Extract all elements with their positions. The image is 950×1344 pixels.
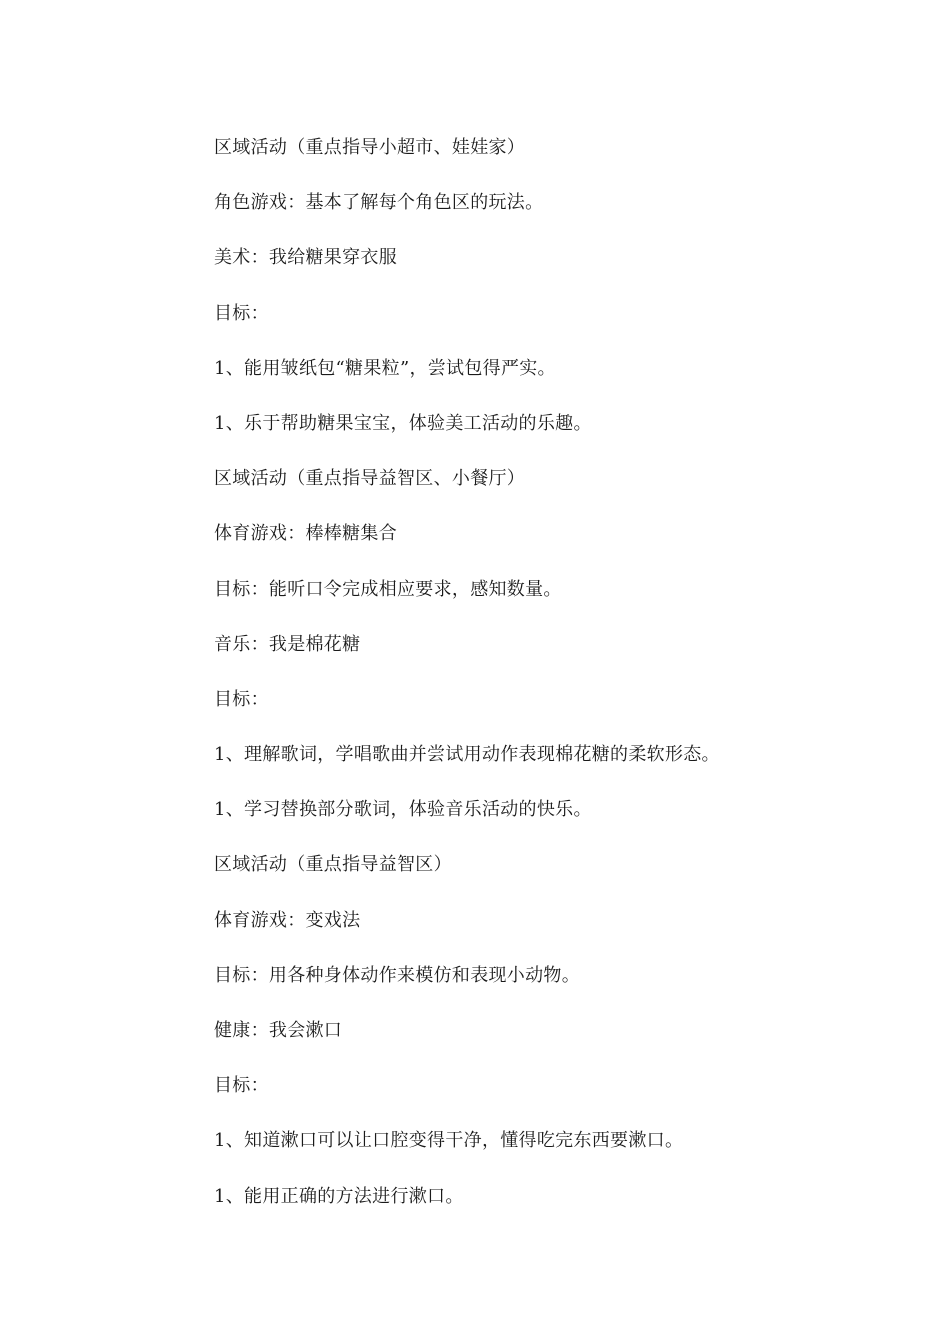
art-goal-item: 1、能用皱纸包“糖果粒”，尝试包得严实。 [214,357,556,379]
section-heading-area-activity-1: 区域活动（重点指导小超市、娃娃家） [214,137,526,158]
health-lesson-title: 健康：我会漱口 [214,1020,343,1041]
pe-game-title: 体育游戏：棒棒糖集合 [214,523,397,545]
pe-game-title: 体育游戏：变戏法 [214,909,361,931]
role-play-line: 角色游戏：基本了解每个角色区的玩法。 [214,192,544,214]
music-lesson-title: 音乐：我是棉花糖 [214,633,361,655]
section-heading-area-activity-3: 区域活动（重点指导益智区） [214,854,452,876]
pe-goal-line: 目标：能听口令完成相应要求，感知数量。 [214,578,562,600]
document-body [214,134,894,1238]
health-goal-item: 1、知道漱口可以让口腔变得干净，懂得吃完东西要漱口。 [214,1130,684,1152]
art-lesson-title: 美术：我给糖果穿衣服 [214,247,397,269]
health-goal-item: 1、能用正确的方法进行漱口。 [214,1185,464,1207]
music-goal-item: 1、理解歌词，学唱歌曲并尝试用动作表现棉花糖的柔软形态。 [214,744,720,766]
music-goal-item: 1、学习替换部分歌词，体验音乐活动的快乐。 [214,799,592,821]
pe-goal-line: 目标：用各种身体动作来模仿和表现小动物。 [214,964,580,986]
goal-label: 目标： [214,1075,269,1097]
goal-label: 目标： [214,302,269,324]
goal-label: 目标： [214,688,269,710]
art-goal-item: 1、乐于帮助糖果宝宝，体验美工活动的乐趣。 [214,412,592,434]
section-heading-area-activity-2: 区域活动（重点指导益智区、小餐厅） [214,468,526,490]
